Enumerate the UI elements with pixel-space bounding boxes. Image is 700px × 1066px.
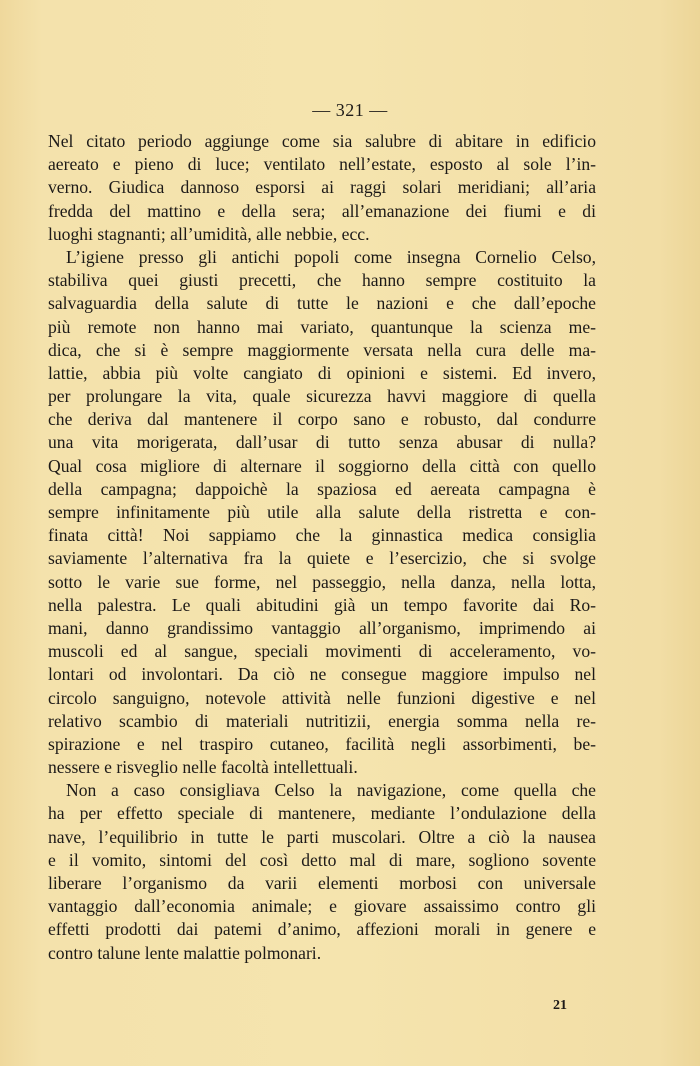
text-line: spirazione e nel traspiro cutaneo, facilità negli assorbimenti, be- [48, 733, 596, 754]
text-line: aereato e pieno di luce; ventilato nell’estate, esposto al sole l’in- [48, 154, 596, 175]
text-line: dica, che si è sempre maggiormente versata nella cura delle ma- [48, 339, 596, 360]
text-line: effetti prodotti dai patemi d’animo, affezioni morali in genere e [48, 919, 596, 940]
text-line: Non a caso consigliava Celso la navigazione, come quella che [66, 780, 596, 801]
text-line: contro talune lente malattie polmonari. [48, 942, 322, 963]
text-line: muscoli ed al sangue, speciali movimenti di acceleramento, vo- [48, 641, 596, 662]
page-number-header: — 321 — [312, 100, 388, 120]
text-line: e il vomito, sintomi del così detto mal di mare, sogliono sovente [48, 849, 596, 870]
text-line: della campagna; dappoichè la spaziosa ed aereata campagna è [48, 478, 596, 499]
text-line: vantaggio dall’economia animale; e giovare assaissimo contro gli [48, 896, 596, 917]
text-line: relativo scambio di materiali nutritizii, energia somma nella re- [48, 710, 596, 731]
text-line: nave, l’equilibrio in tutte le parti muscolari. Oltre a ciò la nausea [48, 826, 596, 847]
body-text [48, 130, 596, 965]
text-line: salvaguardia della salute di tutte le nazioni e che dall’epoche [48, 293, 596, 314]
text-line: sotto le varie sue forme, nel passeggio, nella danza, nella lotta, [48, 571, 596, 592]
text-line: Qual cosa migliore di alternare il soggiorno della città con quello [48, 455, 596, 476]
text-line: lattie, abbia più volte cangiato di opinioni e sistemi. Ed invero, [48, 362, 596, 383]
text-line: saviamente l’alternativa fra la quiete e l’esercizio, che si svolge [48, 548, 596, 569]
text-line: per prolungare la vita, quale sicurezza havvi maggiore di quella [48, 386, 596, 407]
text-line: una vita morigerata, dall’usar di tutto senza abusar di nulla? [48, 432, 596, 453]
text-line: lontari od involontari. Da ciò ne consegue maggiore impulso nel [48, 664, 596, 685]
text-line: verno. Giudica dannoso esporsi ai raggi solari meridiani; all’aria [48, 177, 596, 198]
text-line: sempre infinitamente più utile alla salute della ristretta e con- [48, 502, 596, 522]
text-line: stabiliva quei giusti precetti, che hanno sempre costituito la [48, 270, 596, 291]
text-line: fredda del mattino e della sera; all’emanazione dei fiumi e di [48, 200, 596, 221]
signature-mark: 21 [553, 998, 567, 1013]
text-line: liberare l’organismo da varii elementi morbosi con universale [48, 873, 596, 893]
text-line: luoghi stagnanti; all’umidità, alle nebbie, ecc. [48, 223, 370, 244]
text-line: più remote non hanno mai variato, quantunque la scienza me- [48, 316, 596, 337]
text-line: ha per effetto speciale di mantenere, mediante l’ondulazione della [48, 803, 596, 824]
text-line: che deriva dal mantenere il corpo sano e robusto, dal condurre [48, 409, 596, 430]
text-line: nella palestra. Le quali abitudini già un tempo favorite dai Ro- [48, 594, 596, 615]
text-line: Nel citato periodo aggiunge come sia salubre di abitare in edificio [48, 131, 596, 151]
text-line: L’igiene presso gli antichi popoli come insegna Cornelio Celso, [66, 246, 596, 267]
text-line: nessere e risveglio nelle facoltà intellettuali. [48, 757, 358, 778]
text-line: finata città! Noi sappiamo che la ginnastica medica consiglia [48, 525, 596, 546]
text-line: circolo sanguigno, notevole attività nelle funzioni digestive e nel [48, 687, 596, 708]
text-line: mani, danno grandissimo vantaggio all’organismo, imprimendo ai [48, 617, 596, 638]
